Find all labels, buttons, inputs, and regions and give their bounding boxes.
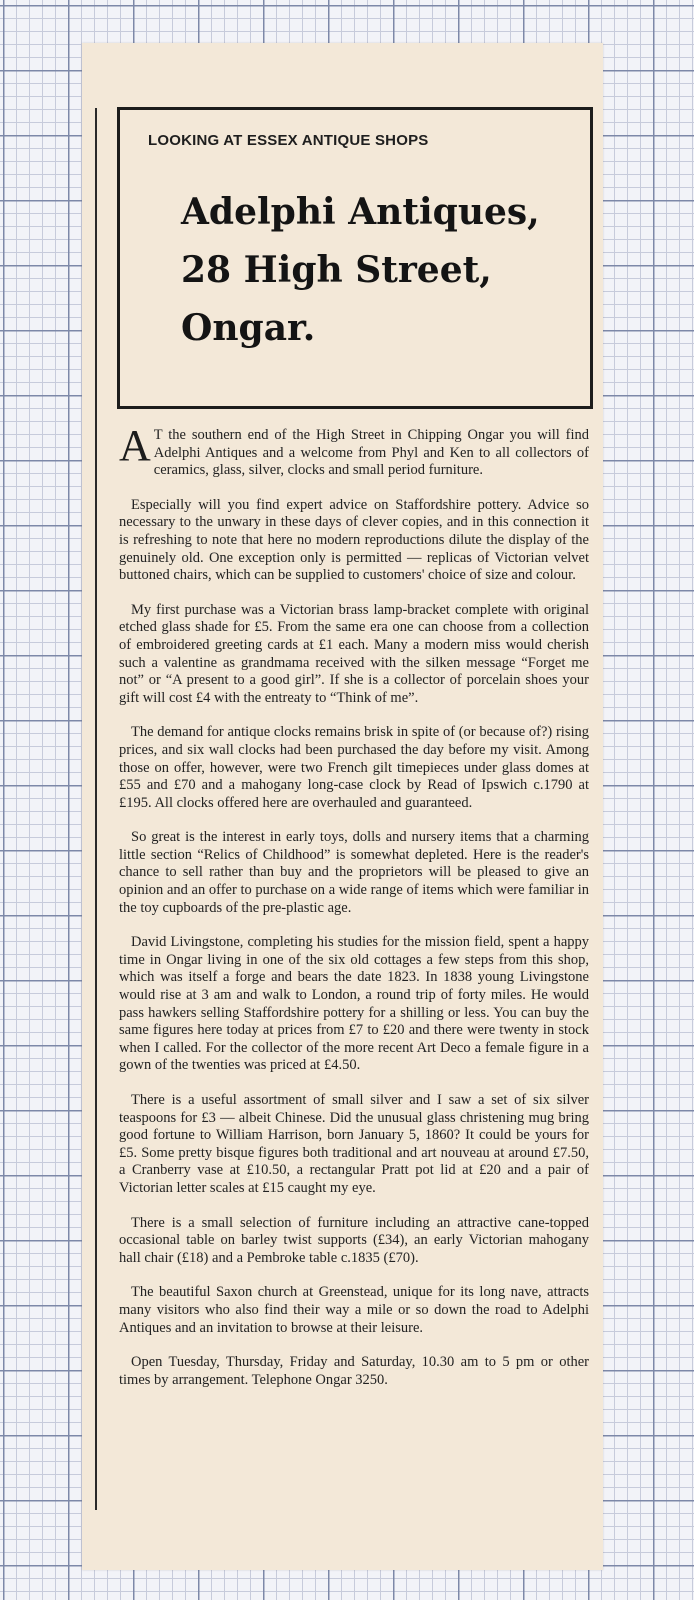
- paragraph-2: Especially will you find expert advice on Staffordshire pottery. Advice so necessary to the unwary in these days of clever copies, and in this connection it is refreshing to note that here no modern reproductions dilute the display of the genuinely old. One exception only is permitted — replicas of Victorian velvet buttoned chairs, which can be supplied to customers' choice of size and colour.: [119, 496, 589, 584]
- headline-box: [117, 107, 593, 409]
- title-line-1: Adelphi Antiques,: [181, 191, 540, 233]
- title-line-3: Ongar.: [181, 307, 316, 349]
- column-rule: [95, 108, 97, 1510]
- title-line-2: 28 High Street,: [181, 249, 492, 291]
- paragraph-4: The demand for antique clocks remains brisk in spite of (or because of?) rising prices, and six wall clocks had been purchased the day before my visit. Among those on offer, however, were two French gilt timepieces under glass domes at £55 and £70 and a mahogany long-case clock by Read of Ipswich c.1790 at £195. All clocks offered here are overhauled and guaranteed.: [119, 724, 589, 811]
- drop-cap: A: [119, 421, 151, 470]
- paragraph-1: A T the southern end of the High Street in Chipping Ongar you will find Adelphi Antiques and a welcome from Phyl and Ken to all collectors of ceramics, glass, silver, clocks and small period furniture.: [119, 421, 589, 479]
- paragraph-5: So great is the interest in early toys, dolls and nursery items that a charming little section “Relics of Childhood” is somewhat depleted. Here is the reader's chance to sell rather than buy and the proprietors will be pleased to give an opinion and an offer to purchase on a wide range of items which were familiar in the toy cupboards of the pre-plastic age.: [119, 829, 589, 916]
- article-body: [119, 421, 589, 1406]
- paragraph-10: Open Tuesday, Thursday, Friday and Saturday, 10.30 am to 5 pm or other times by arrangement. Telephone Ongar 3250.: [119, 1354, 589, 1388]
- section-kicker: LOOKING AT ESSEX ANTIQUE SHOPS: [148, 132, 429, 149]
- paragraph-8: There is a small selection of furniture including an attractive cane-topped occasional table on barley twist supports (£34), an early Victorian mahogany hall chair (£18) and a Pembroke table c.1835 (£70).: [119, 1214, 589, 1266]
- paragraph-9: The beautiful Saxon church at Greenstead, unique for its long nave, attracts many visitors who also find their way a mile or so down the road to Adelphi Antiques and an invitation to browse at their leisure.: [119, 1284, 589, 1336]
- paragraph-6: David Livingstone, completing his studies for the mission field, spent a happy time in Ongar living in one of the six old cottages a few steps from this shop, which was itself a forge and bears the date 1823. In 1838 young Livingstone would rise at 3 am and walk to London, a round trip of forty miles. He would pass hawkers selling Staffordshire pottery for a shilling or less. You can buy the same figures here today at prices from £7 to £20 and there were twenty in stock when I called. For the collector of the more recent Art Deco a female figure in a gown of the twenties was priced at £4.50.: [119, 934, 589, 1074]
- shop-title: [181, 183, 540, 357]
- paragraph-3: My first purchase was a Victorian brass lamp-bracket complete with original etched glass shade for £5. From the same era one can choose from a collection of embroidered greeting cards at £1 each. Many a modern miss would cherish such a valentine as grandmama received with the silken message “Forget me not” or “A present to a good girl”. If she is a collector of porcelain shoes your gift will cost £4 with the entreaty to “Think of me”.: [119, 601, 589, 706]
- paragraph-7: There is a useful assortment of small silver and I saw a set of six silver teaspoons for £3 — albeit Chinese. Did the unusual glass christening mug bring good fortune to William Harrison, born January 5, 1860? It could be yours for £5. Some pretty bisque figures both traditional and art nouveau at around £7.50, a Cranberry vase at £10.50, a rectangular Pratt pot lid at £20 and a pair of Victorian letter scales at £15 caught my eye.: [119, 1092, 589, 1196]
